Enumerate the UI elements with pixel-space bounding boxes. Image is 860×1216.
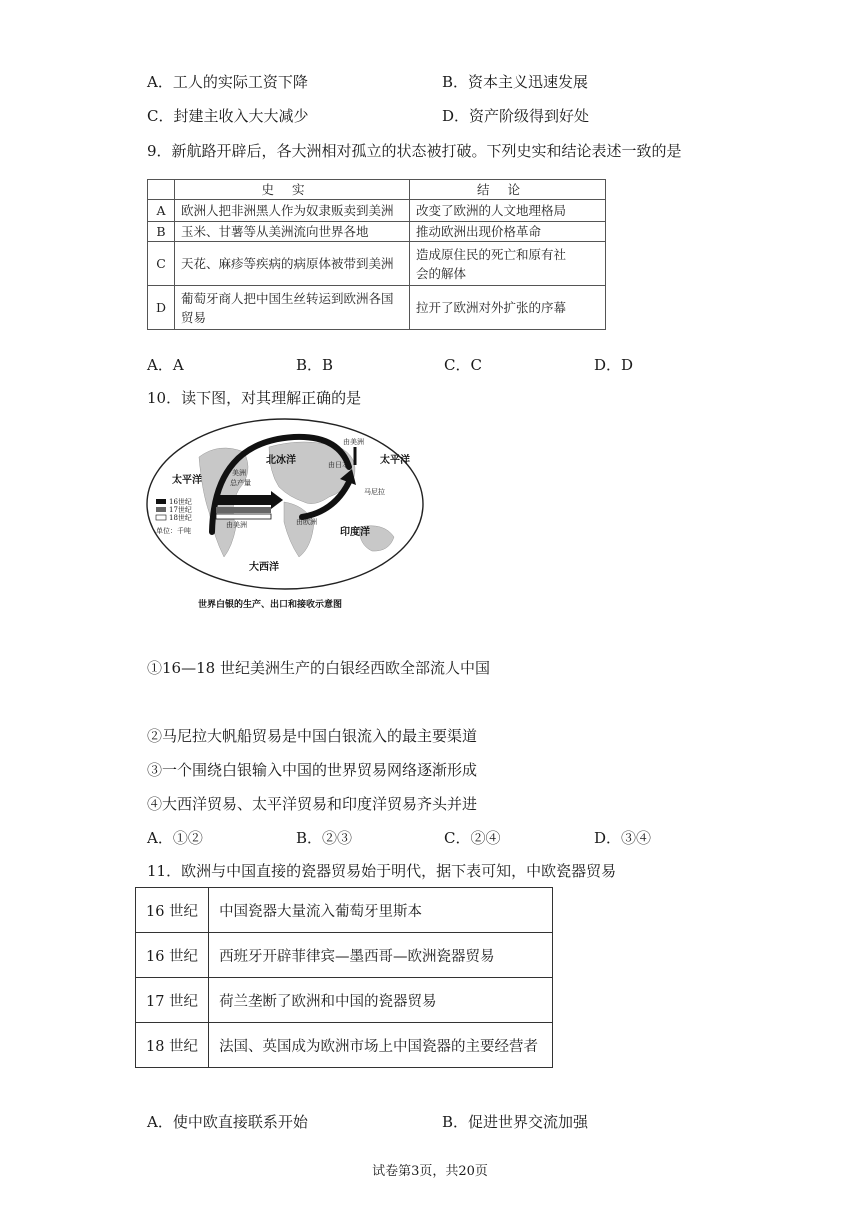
q9-row-fact: 玉米、甘薯等从美洲流向世界各地 bbox=[175, 222, 410, 242]
map-label-americas-total: 美洲 bbox=[232, 469, 246, 477]
q11-row-century: 16 世纪 bbox=[136, 888, 209, 933]
map-label-indian: 印度洋 bbox=[340, 527, 370, 538]
map-label-atlantic: 大西洋 bbox=[249, 562, 279, 573]
q10-option-d: D．③④ bbox=[594, 829, 652, 847]
q10-option-c: C．②④ bbox=[444, 829, 501, 847]
q9-stem: 9．新航路开辟后，各大洲相对孤立的状态被打破。下列史实和结论表述一致的是 bbox=[147, 142, 682, 160]
q9-row-fact: 欧洲人把非洲黑人作为奴隶贩卖到美洲 bbox=[175, 200, 410, 222]
q11-table bbox=[135, 887, 553, 1068]
q9-table bbox=[147, 179, 606, 330]
q10-option-a: A．①② bbox=[147, 829, 203, 847]
q11-option-b: B．促进世界交流加强 bbox=[442, 1113, 589, 1131]
map-label-from-europe: 由欧洲 bbox=[296, 518, 317, 526]
map-label-manila: 马尼拉 bbox=[364, 488, 385, 496]
q10-statement-4: ④大西洋贸易、太平洋贸易和印度洋贸易齐头并进 bbox=[147, 795, 478, 813]
q9-row-conclusion bbox=[410, 242, 606, 286]
q10-option-b: B．②③ bbox=[296, 829, 353, 847]
q11-option-a: A．使中欧直接联系开始 bbox=[147, 1113, 308, 1131]
q11-row-century: 17 世纪 bbox=[136, 978, 209, 1023]
q9-header-facts: 史实 bbox=[175, 180, 410, 200]
legend-swatch-18c bbox=[156, 515, 166, 520]
q9-option-d: D．D bbox=[594, 356, 634, 374]
q9-option-c: C．C bbox=[444, 356, 482, 374]
q9-row-conclusion-line1: 造成原住民的死亡和原有社 bbox=[416, 246, 567, 262]
q9-row-conclusion: 推动欧洲出现价格革命 bbox=[410, 222, 606, 242]
q9-row-label: B bbox=[148, 222, 175, 242]
q10-statement-2: ②马尼拉大帆船贸易是中国白银流入的最主要渠道 bbox=[147, 727, 478, 745]
q9-option-a: A．A bbox=[147, 356, 184, 374]
q8-option-d: D．资产阶级得到好处 bbox=[442, 107, 590, 125]
map-label-from-americas-top: 由美洲 bbox=[343, 438, 364, 446]
q9-option-b: B．B bbox=[296, 356, 334, 374]
legend-label: 18世纪 bbox=[169, 514, 192, 522]
q10-statement-1: ①16—18 世纪美洲生产的白银经西欧全部流人中国 bbox=[147, 659, 490, 677]
q11-row-event: 荷兰垄断了欧洲和中国的瓷器贸易 bbox=[209, 978, 553, 1023]
q8-option-b: B．资本主义迅速发展 bbox=[442, 73, 589, 91]
q9-row-fact: 天花、麻疹等疾病的病原体被带到美洲 bbox=[175, 242, 410, 286]
q10-statement-3: ③一个围绕白银输入中国的世界贸易网络逐渐形成 bbox=[147, 761, 478, 779]
q9-row-label: C bbox=[148, 242, 175, 286]
legend-label: 17世纪 bbox=[169, 506, 192, 514]
q9-header-conclusion: 结论 bbox=[410, 180, 606, 200]
q9-row-label: D bbox=[148, 286, 175, 330]
q9-row-conclusion-line2: 会的解体 bbox=[416, 265, 467, 281]
q11-row-event: 西班牙开辟菲律宾—墨西哥—欧洲瓷器贸易 bbox=[209, 933, 553, 978]
map-label-pacific-right: 太平洋 bbox=[380, 455, 410, 466]
q11-row-event: 法国、英国成为欧洲市场上中国瓷器的主要经营者 bbox=[209, 1023, 553, 1068]
map-label-arctic: 北冰洋 bbox=[266, 455, 296, 466]
map-label-pacific-left: 太平洋 bbox=[172, 475, 202, 486]
americas-bar-17c bbox=[216, 507, 271, 513]
legend-swatch-16c bbox=[156, 499, 166, 504]
q9-header-blank bbox=[148, 180, 175, 200]
americas-bar-16c bbox=[216, 495, 271, 505]
americas-bar-18c bbox=[216, 514, 271, 519]
page-footer: 试卷第3页，共20页 bbox=[372, 1164, 488, 1179]
q10-stem: 10．读下图，对其理解正确的是 bbox=[147, 389, 362, 407]
legend-swatch-17c bbox=[156, 507, 166, 512]
q11-row-century: 18 世纪 bbox=[136, 1023, 209, 1068]
silver-trade-map bbox=[144, 417, 426, 613]
legend-label: 16世纪 bbox=[169, 498, 192, 506]
map-label-from-americas-bottom: 由美洲 bbox=[226, 521, 247, 529]
q8-option-a: A．工人的实际工资下降 bbox=[147, 73, 308, 91]
q9-row-conclusion: 拉开了欧洲对外扩张的序幕 bbox=[410, 286, 606, 330]
q9-row-label: A bbox=[148, 200, 175, 222]
map-label-from-japan: 由日本 bbox=[328, 461, 349, 469]
q8-option-c: C．封建主收入大大减少 bbox=[147, 107, 309, 125]
q11-row-century: 16 世纪 bbox=[136, 933, 209, 978]
map-label-americas-total: 总产量 bbox=[230, 479, 251, 487]
q9-row-fact-line1: 葡萄牙商人把中国生丝转运到欧洲各国 bbox=[181, 290, 394, 306]
q11-row-event: 中国瓷器大量流入葡萄牙里斯本 bbox=[209, 888, 553, 933]
map-caption: 世界白银的生产、出口和接收示意图 bbox=[198, 600, 343, 610]
q11-stem: 11．欧洲与中国直接的瓷器贸易始于明代，据下表可知，中欧瓷器贸易 bbox=[147, 862, 617, 880]
q9-row-fact bbox=[175, 286, 410, 330]
q9-row-fact-line2: 贸易 bbox=[181, 309, 207, 325]
q9-row-conclusion: 改变了欧洲的人文地理格局 bbox=[410, 200, 606, 222]
map-unit: 单位：千吨 bbox=[156, 527, 191, 535]
